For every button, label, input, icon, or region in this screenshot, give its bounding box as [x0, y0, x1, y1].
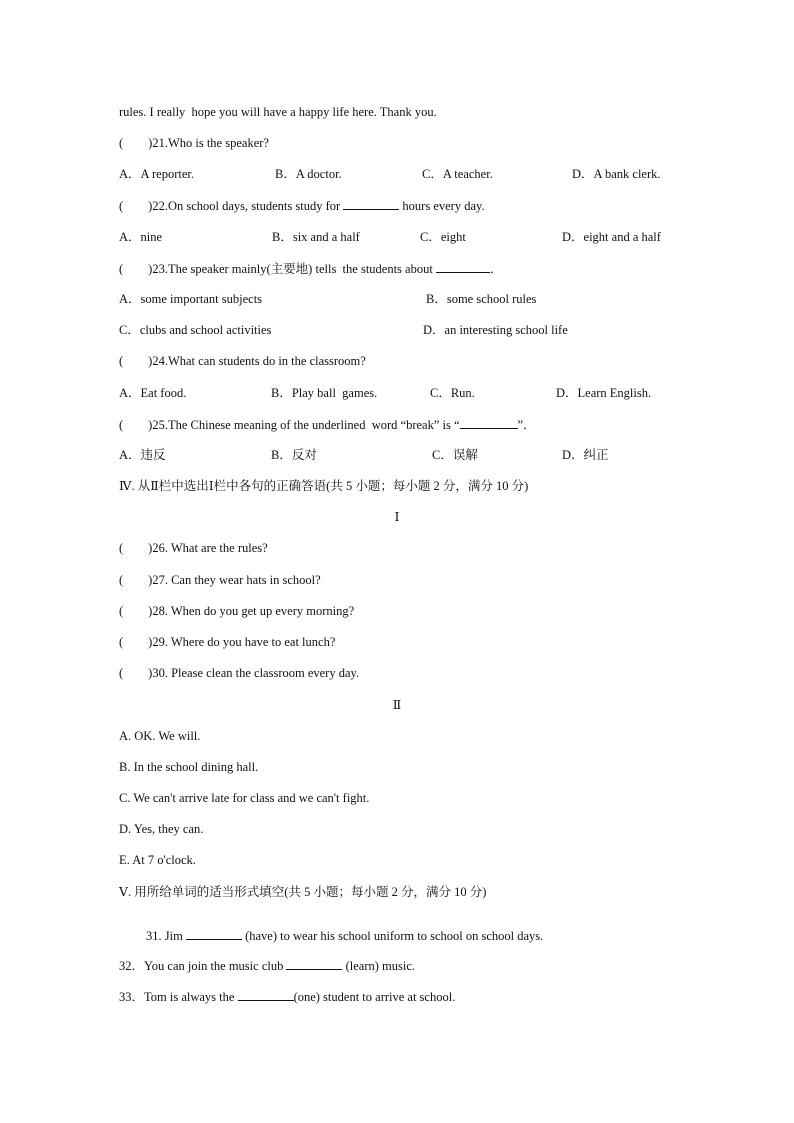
- q24-option-c: C．Run.: [430, 386, 475, 400]
- q21-option-c: C．A teacher.: [422, 167, 493, 181]
- intro-tail: rules. I really hope you will have a happy life here. Thank you.: [119, 105, 437, 119]
- q27: ( )27. Can they wear hats in school?: [119, 573, 321, 587]
- column-2-label: Ⅱ: [392, 698, 402, 712]
- q23-option-d: D．an interesting school life: [423, 323, 568, 337]
- q26: ( )26. What are the rules?: [119, 541, 268, 555]
- answer-blank: [186, 927, 242, 940]
- answer-blank: [436, 260, 490, 273]
- answer-blank: [343, 197, 399, 210]
- q33: [119, 988, 455, 1005]
- q23-option-c: C．clubs and school activities: [119, 323, 272, 337]
- answer-c: C. We can't arrive late for class and we can't fight.: [119, 791, 370, 805]
- answer-blank: [460, 416, 518, 429]
- question-21: ( )21.Who is the speaker?: [119, 136, 269, 150]
- q29: ( )29. Where do you have to eat lunch?: [119, 635, 336, 649]
- q21-option-d: D．A bank clerk.: [572, 167, 661, 181]
- q22-stem-b: hours every day.: [399, 199, 485, 213]
- q25-stem-b: ”．: [517, 418, 536, 432]
- q31-stem-a: 31. Jim: [146, 929, 186, 943]
- q33-stem-b: (one) student to arrive at school.: [293, 990, 456, 1004]
- answer-blank: [238, 988, 294, 1001]
- q23-stem-a: ( )23.The speaker mainly(主要地) tells the students about: [119, 262, 436, 276]
- answer-d: D. Yes, they can.: [119, 822, 204, 836]
- answer-e: E. At 7 o'clock.: [119, 853, 196, 867]
- question-25: [119, 416, 536, 433]
- q30: ( )30. Please clean the classroom every day.: [119, 666, 360, 680]
- q32-stem-b: (learn) music.: [342, 959, 416, 973]
- section-5-title: Ⅴ. 用所给单词的适当形式填空(共 5 小题；每小题 2 分，满分 10 分): [119, 885, 487, 899]
- column-1-label: Ⅰ: [394, 510, 400, 524]
- q28: ( )28. When do you get up every morning?: [119, 604, 355, 618]
- q25-stem-a: ( )25.The Chinese meaning of the underlined word “break” is “: [119, 418, 460, 432]
- q21-option-b: B．A doctor.: [275, 167, 342, 181]
- question-23: [119, 260, 502, 277]
- q32: [119, 957, 415, 974]
- q24-option-d: D．Learn English.: [556, 386, 652, 400]
- q22-option-a: A．nine: [119, 230, 163, 244]
- answer-a: A. OK. We will.: [119, 729, 201, 743]
- q21-option-a: A．A reporter.: [119, 167, 194, 181]
- question-24: ( )24.What can students do in the classroom?: [119, 354, 366, 368]
- section-4-title: Ⅳ. 从Ⅱ栏中选出Ⅰ栏中各句的正确答语(共 5 小题；每小题 2 分，满分 10 分): [119, 479, 529, 493]
- q25-option-b: B．反对: [271, 448, 317, 462]
- q22-stem-a: ( )22.On school days, students study for: [119, 199, 344, 213]
- q24-option-a: A．Eat food.: [119, 386, 187, 400]
- q22-option-c: C．eight: [420, 230, 466, 244]
- q25-option-c: C．误解: [432, 448, 478, 462]
- answer-b: B. In the school dining hall.: [119, 760, 259, 774]
- q22-option-b: B．six and a half: [272, 230, 360, 244]
- q31: [146, 927, 543, 944]
- q25-option-d: D．纠正: [562, 448, 609, 462]
- q23-option-b: B．some school rules: [426, 292, 537, 306]
- q24-option-b: B．Play ball games.: [271, 386, 378, 400]
- q23-stem-b: ．: [489, 262, 503, 276]
- question-22: [119, 197, 485, 214]
- q25-option-a: A．违反: [119, 448, 166, 462]
- q32-stem-a: 32．You can join the music club: [119, 959, 287, 973]
- q23-option-a: A．some important subjects: [119, 292, 263, 306]
- q33-stem-a: 33．Tom is always the: [119, 990, 238, 1004]
- q22-option-d: D．eight and a half: [562, 230, 661, 244]
- q31-stem-b: (have) to wear his school uniform to school on school days.: [241, 929, 544, 943]
- answer-blank: [286, 957, 342, 970]
